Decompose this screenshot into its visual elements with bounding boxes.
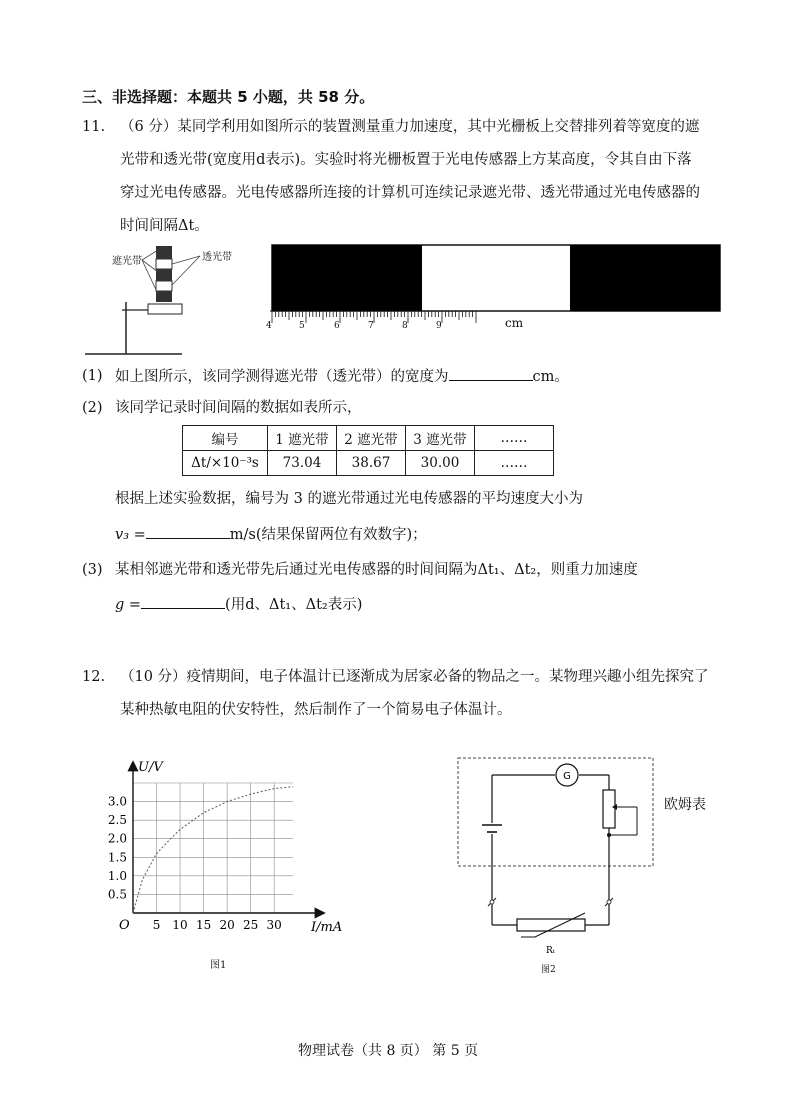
ruler-unit: cm: [505, 316, 524, 330]
u-i-curve: [133, 787, 293, 913]
x-tick-label: 25: [243, 918, 259, 932]
table-header-cell: 1 遮光带: [268, 426, 337, 451]
x-tick-label: 5: [152, 918, 161, 932]
q11-sub3-text: 某相邻遮光带和透光带先后通过光电传感器的时间间隔为Δt₁、Δt₂，则重力加速度: [115, 562, 638, 578]
q11-sub3-answer: [115, 594, 362, 615]
section-title: 三、非选择题：本题共 5 小题，共 58 分。: [82, 88, 375, 106]
thermistor-label: Rₜ: [546, 946, 555, 956]
q11-line1: （6 分）某同学利用如图所示的装置测量重力加速度，其中光栅板上交替排列着等宽度的遮: [120, 119, 700, 135]
y-tick-label: 0.5: [107, 887, 127, 902]
q11-line4: 时间间隔Δt。: [120, 218, 209, 234]
table-header-cell: ……: [475, 426, 554, 451]
ruler-tick-4: 4: [266, 321, 272, 331]
q11-sub1: [115, 366, 569, 387]
q11-sub2-line2: 根据上述实验数据，编号为 3 的遮光带通过光电传感器的平均速度大小为: [115, 491, 583, 507]
ohmmeter-label: 欧姆表: [664, 797, 706, 813]
galvanometer-icon: G: [563, 771, 571, 782]
u-i-chart: [95, 755, 345, 950]
answer-blank-velocity[interactable]: [146, 524, 230, 539]
page-footer: 物理试卷（共 8 页） 第 5 页: [298, 1043, 479, 1059]
table-header-cell: 3 遮光带: [406, 426, 475, 451]
y-tick-label: 2.0: [107, 831, 127, 846]
velocity-label: v₃ =: [115, 527, 146, 543]
fig1-caption: 图1: [210, 960, 227, 971]
x-tick-label: 20: [219, 918, 235, 932]
q11-sub1-text: 如上图所示，该同学测得遮光带（透光带）的宽度为: [115, 369, 449, 385]
x-axis-label: I/mA: [311, 920, 343, 935]
q12-number: 12.: [82, 669, 106, 685]
q11-sub2-number: (2): [82, 400, 103, 416]
x-tick-label: 30: [266, 918, 282, 932]
table-row: [183, 451, 554, 476]
y-tick-label: 1.0: [107, 868, 127, 883]
ruler-tick-8: 8: [402, 321, 408, 331]
ruler-tick-9: 9: [436, 321, 442, 331]
y-tick-label: 1.5: [107, 850, 127, 865]
table-cell: Δt/×10⁻³s: [183, 451, 268, 476]
gravity-label: g =: [115, 597, 142, 613]
ruler-tick-6: 6: [334, 321, 340, 331]
time-interval-table: [182, 425, 554, 476]
ruler-tick-5: 5: [299, 321, 305, 331]
table-cell: ……: [475, 451, 554, 476]
q11-sub1-unit: cm。: [532, 369, 569, 385]
table-cell: 30.00: [406, 451, 475, 476]
q12-line1: （10 分）疫情期间，电子体温计已逐渐成为居家必备的物品之一。某物理兴趣小组先探究了: [120, 669, 709, 685]
table-cell: 73.04: [268, 451, 337, 476]
fig2-caption: 图2: [541, 965, 556, 975]
answer-blank-gravity[interactable]: [141, 594, 225, 609]
y-axis-label: U/V: [138, 760, 163, 775]
circuit-diagram: [455, 755, 655, 965]
q11-sub2-answer: [115, 524, 427, 545]
q11-number: 11.: [82, 119, 106, 135]
table-header-cell: 2 遮光带: [337, 426, 406, 451]
table-cell: 38.67: [337, 451, 406, 476]
velocity-suffix: m/s(结果保留两位有效数字)；: [229, 527, 427, 543]
q11-line3: 穿过光电传感器。光电传感器所连接的计算机可连续记录遮光带、透光带通过光电传感器的: [120, 185, 700, 201]
label-clear-band: 透光带: [202, 252, 232, 263]
label-shade-band: 遮光带: [112, 256, 142, 267]
table-header-cell: 编号: [183, 426, 268, 451]
apparatus-diagram: [82, 242, 262, 357]
x-tick-label: 10: [172, 918, 188, 932]
y-tick-label: 3.0: [107, 794, 127, 809]
q11-sub1-number: (1): [82, 368, 103, 384]
table-row: [183, 426, 554, 451]
origin-label: O: [119, 918, 130, 933]
q12-line2: 某种热敏电阻的伏安特性，然后制作了一个简易电子体温计。: [120, 702, 512, 718]
q11-sub3-number: (3): [82, 562, 103, 578]
answer-blank-width[interactable]: [449, 366, 533, 381]
ruler-tick-7: 7: [368, 321, 374, 331]
q11-line2: 光带和透光带(宽度用d表示)。实验时将光栅板置于光电传感器上方某高度，令其自由下落: [120, 152, 692, 168]
x-tick-label: 15: [195, 918, 212, 932]
y-tick-label: 2.5: [107, 813, 127, 828]
gravity-suffix: (用d、Δt₁、Δt₂表示): [225, 597, 363, 613]
q11-sub2-text: 该同学记录时间间隔的数据如表所示，: [115, 400, 362, 416]
